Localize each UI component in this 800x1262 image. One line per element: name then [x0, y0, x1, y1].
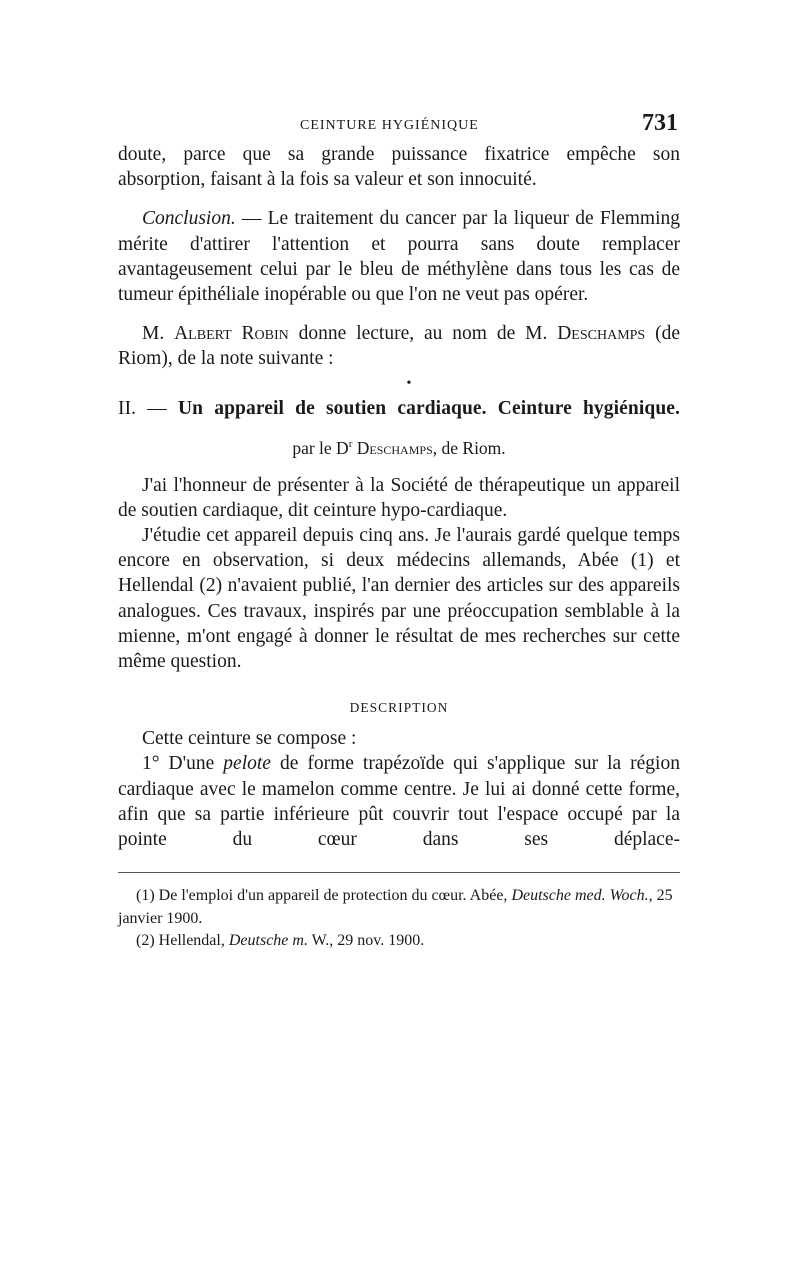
intro-paragraph: J'ai l'honneur de présenter à la Société de thérapeutique un appareil de soutien cardiaque, dit ceinture hypo-cardiaque. — [118, 474, 680, 521]
intro-note-text: (de Riom), de la note suivante : — [118, 323, 680, 370]
footnote-italic: Deutsche m. — [228, 932, 308, 950]
footnote-1 — [118, 885, 680, 930]
paragraph-line: doute, parce que sa grande puissance fixatrice empêche son — [118, 144, 680, 165]
description-intro: Cette ceinture se compose : — [142, 728, 357, 750]
body-text — [118, 142, 680, 852]
footnote-text: (1) De l'emploi d'un appareil de protection du cœur. Abée, — [136, 887, 512, 905]
footnote-italic: Deutsche med. Woch. — [511, 887, 649, 905]
footnote-text: (2) Hellendal, — [136, 932, 229, 950]
author-suffix: , de Riom. — [432, 437, 506, 458]
spacer — [118, 461, 680, 473]
author-prefix: par le D — [292, 437, 349, 458]
running-head — [118, 112, 680, 142]
section-number: II. — — [118, 397, 178, 419]
conclusion-text: — Le traitement du cancer par la liqueur de Flemming mérite d'attirer l'attention et pourra sans doute remplacer avantageusement celui par le bleu de méthylène dans tous les cas de tumeur épithéliale inopérable ou que l'on ne veut pas opérer. — [118, 208, 680, 306]
author-name-robin: Albert Robin — [174, 323, 289, 345]
author-superscript: r — [348, 437, 353, 450]
paragraph-line: absorption, faisant à la fois sa valeur et son innocuité. — [118, 169, 537, 191]
item-italic: pelote — [223, 753, 271, 775]
description-item-1 — [118, 751, 680, 852]
bullet-mark: • — [406, 375, 412, 391]
book-page — [118, 112, 680, 953]
conclusion-label: Conclusion. — [142, 208, 236, 230]
footnote-2 — [118, 930, 680, 953]
study-paragraph: J'étudie cet appareil depuis cinq ans. Je l'aurais gardé quelque temps encore en observation, si deux médecins allemands, Abée (1) et Hellendal (2) n'avaient publié, l'an dernier des articles sur des appareils analogues. Ces travaux, inspirés par une préoccupation semblable à la mienne, m'ont engagé à donner le résultat de mes recherches sur cette même question. — [118, 525, 680, 673]
section-title-text: Un appareil de soutien cardiaque. Ceinture hygiénique. — [178, 397, 680, 419]
description-heading: DESCRIPTION — [349, 700, 449, 716]
section-title — [118, 396, 680, 421]
conclusion-paragraph — [118, 206, 680, 307]
item-text: de forme trapézoïde qui s'applique sur la région cardiaque avec le mamelon comme centre. Je lui ai donné cette forme, afin que sa partie inférieure pût couvrir tout l'espace occupé par la pointe du cœur dans ses déplace- — [118, 753, 680, 851]
footnotes — [118, 885, 680, 953]
section-author — [118, 431, 680, 461]
page-number: 731 — [642, 110, 678, 136]
intro-note-text: M. — [142, 323, 175, 345]
author-name: Deschamps — [356, 437, 433, 458]
intro-note-paragraph — [118, 321, 680, 371]
item-text: 1° D'une — [142, 753, 224, 775]
footnote-rule — [118, 872, 680, 873]
spacer — [118, 192, 680, 206]
author-name-deschamps: Deschamps — [557, 323, 646, 345]
running-title: CEINTURE HYGIÉNIQUE — [300, 118, 479, 133]
intro-note-text: donne lecture, au nom de M. — [288, 323, 558, 345]
footnote-text: W., 29 nov. 1900. — [307, 932, 425, 950]
footnote-text: , 25 janvier 1900. — [118, 887, 673, 927]
spacer — [118, 307, 680, 321]
